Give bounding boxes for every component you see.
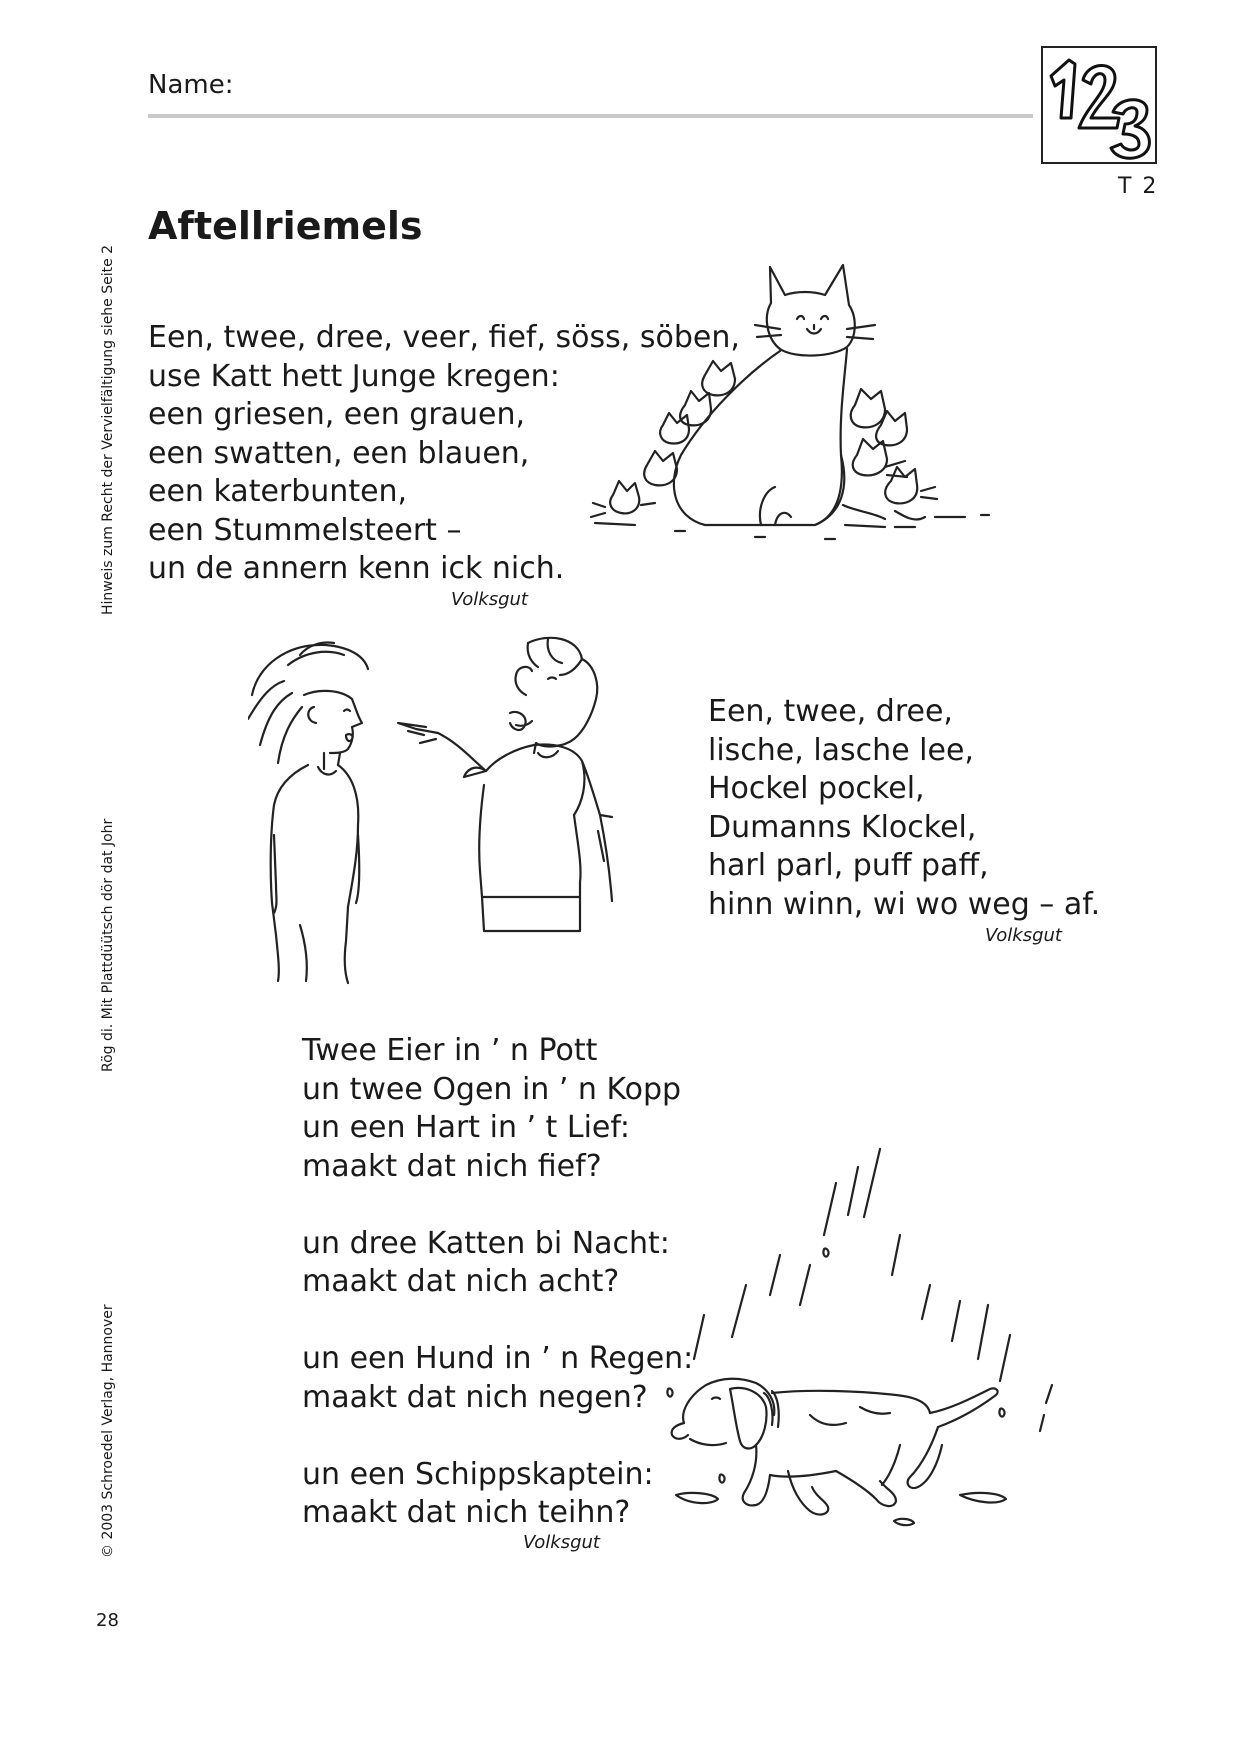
poem-line: use Katt hett Junge kregen: <box>148 358 560 394</box>
poem-line: maakt dat nich fief? <box>302 1148 602 1184</box>
stanza-gap <box>302 1186 693 1225</box>
poem-line: Een, twee, dree, veer, fief, söss, söben, <box>148 320 740 355</box>
poem-line: lische, lasche lee, <box>708 732 974 768</box>
poem-line: Hockel pockel, <box>708 771 925 806</box>
poem-line: maakt dat nich negen? <box>302 1379 648 1415</box>
poem-line: een Stummelsteert – <box>148 512 462 548</box>
children-talking-illustration <box>248 635 668 985</box>
poem-3-source: Volksgut <box>523 1532 600 1553</box>
poem-line: un een Hund in ’ n Regen: <box>302 1341 694 1376</box>
poem-line: hinn winn, wi wo weg – af. <box>708 886 1101 922</box>
poem-line: un een Hart in ’ t Lief: <box>302 1110 630 1145</box>
poem-line: un twee Ogen in ’ n Kopp <box>302 1071 682 1107</box>
poem-line: een griesen, een grauen, <box>148 397 526 432</box>
poem-line: maakt dat nich acht? <box>302 1264 620 1299</box>
name-write-line <box>148 114 1033 118</box>
poem-line: Twee Eier in ’ n Pott <box>302 1033 598 1068</box>
page-title: Aftellriemels <box>148 204 423 248</box>
poem-line: Dumanns Klockel, <box>708 809 977 845</box>
number-123-icon <box>1041 46 1157 164</box>
poem-2 <box>708 693 1100 924</box>
copyright: © 2003 Schroedel Verlag, Hannover <box>100 1304 116 1558</box>
stanza-gap <box>302 1417 693 1456</box>
worksheet-code: T 2 <box>1118 174 1159 199</box>
poem-3 <box>302 1032 693 1533</box>
dog-in-rain-illustration <box>660 1145 1090 1555</box>
poem-line: een katerbunten, <box>148 474 408 509</box>
book-title: Rög di. Mit Plattdüütsch dör dat Johr <box>100 818 116 1072</box>
poem-line: harl parl, puff paff, <box>708 848 989 883</box>
cat-with-kittens-illustration <box>585 255 995 545</box>
name-label: Name: <box>148 70 234 100</box>
poem-2-source: Volksgut <box>985 925 1062 946</box>
poem-line: un een Schippskaptein: <box>302 1456 654 1492</box>
poem-line: un de annern kenn ick nich. <box>148 551 565 586</box>
copy-notice: Hinweis zum Recht der Vervielfältigung siehe Seite 2 <box>100 244 116 615</box>
stanza-gap <box>302 1302 693 1341</box>
number-123-icon-graphic <box>1043 48 1155 162</box>
page-number: 28 <box>96 1610 119 1631</box>
poem-line: Een, twee, dree, <box>708 694 953 729</box>
poem-line: maakt dat nich teihn? <box>302 1495 631 1530</box>
poem-line: een swatten, een blauen, <box>148 435 530 471</box>
poem-1-source: Volksgut <box>451 589 528 610</box>
poem-line: un dree Katten bi Nacht: <box>302 1225 670 1261</box>
